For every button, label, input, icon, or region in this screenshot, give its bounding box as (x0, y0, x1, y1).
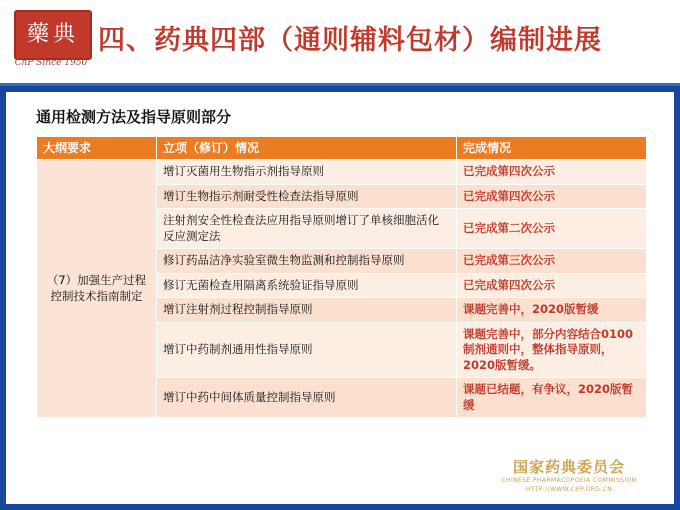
slide-header (0, 0, 680, 85)
commission-logo (474, 458, 664, 500)
item-cell: 增订灭菌用生物指示剂指导原则 (157, 160, 457, 185)
item-cell: 增订注射剂过程控制指导原则 (157, 298, 457, 323)
status-cell: 已完成第四次公示 (457, 184, 647, 209)
table-header-row (37, 137, 647, 160)
status-cell: 已完成第三次公示 (457, 249, 647, 274)
status-cell: 课题已结题，有争议，2020版暂缓 (457, 378, 647, 418)
item-cell: 修订无菌检查用隔离系统验证指导原则 (157, 273, 457, 298)
column-header-completion: 完成情况 (457, 137, 647, 160)
table-row (37, 160, 647, 185)
page-title: 四、药典四部（通则辅料包材）编制进展 (98, 25, 602, 56)
logo-caption: ChP Since 1950 (14, 58, 88, 68)
status-cell: 已完成第四次公示 (457, 273, 647, 298)
section-subtitle: 通用检测方法及指导原则部分 (36, 108, 232, 126)
pharmacopoeia-logo (10, 8, 92, 74)
status-cell: 已完成第二次公示 (457, 209, 647, 249)
column-header-requirement: 大纲要求 (37, 137, 157, 160)
commission-name-en: CHINESE PHARMACOPOEIA COMMISSION (501, 477, 637, 484)
table-body (37, 160, 647, 418)
status-cell: 课题完善中，部分内容结合0100制剂通则中，整体指导原则，2020版暂缓。 (457, 322, 647, 378)
status-cell: 课题完善中，2020版暂缓 (457, 298, 647, 323)
item-cell: 注射剂安全性检查法应用指导原则增订了单核细胞活化反应测定法 (157, 209, 457, 249)
content-panel (0, 86, 680, 510)
logo-seal-text: 藥典 (14, 10, 92, 60)
item-cell: 增订中药制剂通用性指导原则 (157, 322, 457, 378)
item-cell: 增订生物指示剂耐受性检查法指导原则 (157, 184, 457, 209)
category-cell: （7）加强生产过程控制技术指南制定 (37, 160, 157, 418)
status-cell: 已完成第四次公示 (457, 160, 647, 185)
item-cell: 修订药品洁净实验室微生物监测和控制指导原则 (157, 249, 457, 274)
column-header-project: 立项（修订）情况 (157, 137, 457, 160)
content-panel-inner (6, 92, 674, 504)
item-cell: 增订中药中间体质量控制指导原则 (157, 378, 457, 418)
commission-name-cn: 国家药典委员会 (512, 458, 625, 476)
table-header (37, 137, 647, 160)
footer-bar (0, 504, 680, 510)
commission-url: HTTP://WWW.CHP.ORG.CN (525, 486, 613, 493)
progress-table (36, 136, 647, 418)
